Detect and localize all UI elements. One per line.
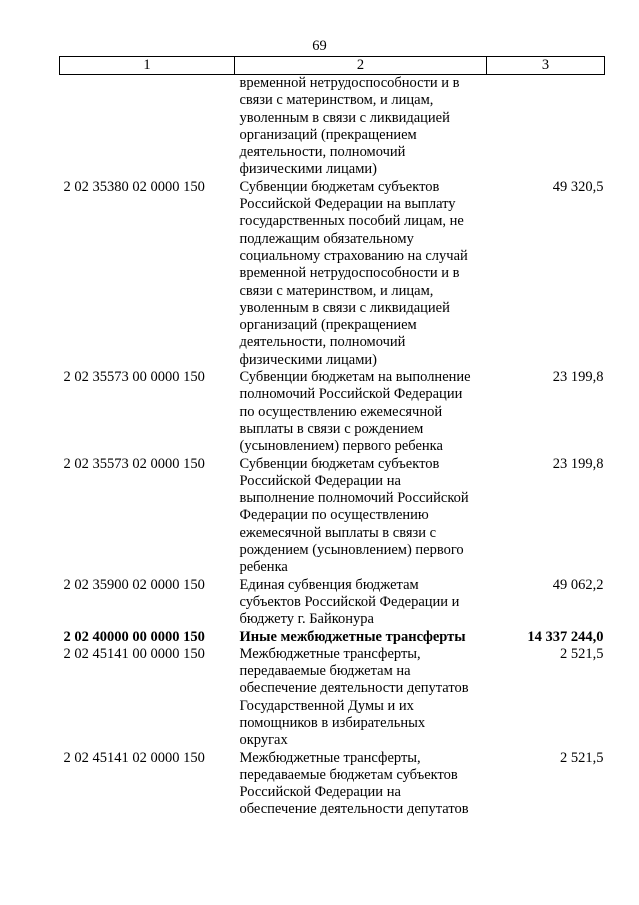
amount-cell: [487, 75, 605, 179]
description-line: Межбюджетные трансферты,: [239, 645, 421, 662]
description-line: временной нетрудоспособности и в: [239, 75, 460, 91]
description-line: передаваемые бюджетам на: [239, 663, 411, 680]
description-line: помощников в избирательных: [239, 714, 426, 731]
description-line: физическими лицами): [239, 351, 377, 368]
budget-code-cell: 2 02 35573 00 0000 150: [63, 369, 205, 386]
description-line: Субвенции бюджетам субъектов: [239, 455, 440, 472]
description-line: выполнение полномочий Российской: [239, 490, 469, 507]
header-row: [60, 57, 605, 75]
table-row: [60, 456, 605, 577]
description-cell: [235, 629, 487, 646]
description-line: связи с материнством, и лицам,: [239, 282, 434, 299]
description-line: обеспечение деятельности депутатов: [239, 801, 469, 818]
budget-code-cell: 2 02 35380 02 0000 150: [63, 178, 205, 195]
description-line: деятельности, полномочий: [239, 144, 406, 161]
description-line: Российской Федерации на: [239, 784, 401, 801]
description-line: связи с материнством, и лицам,: [239, 92, 434, 109]
description-line: Федерации по осуществлению: [239, 507, 429, 524]
description-line: Субвенции бюджетам на выполнение: [239, 369, 471, 386]
amount-cell: 49 062,2: [552, 576, 604, 593]
table-row: [60, 750, 605, 819]
table-header: [60, 57, 605, 75]
description-line: по осуществлению ежемесячной: [239, 403, 443, 420]
description-line: физическими лицами): [239, 161, 377, 178]
description-cell: [235, 646, 487, 750]
description-line: округах: [239, 732, 288, 749]
table-row: [60, 629, 605, 646]
description-line: подлежащим обязательному: [239, 230, 414, 247]
budget-code-cell: 2 02 45141 00 0000 150: [63, 645, 205, 662]
description-line: (усыновлением) первого ребенка: [239, 438, 443, 455]
table-row: [60, 369, 605, 455]
description-line: ребенка: [239, 559, 288, 576]
description-line: уволенным в связи с ликвидацией: [239, 109, 450, 126]
amount-cell: 23 199,8: [552, 455, 604, 472]
description-line: Субвенции бюджетам субъектов: [239, 178, 440, 195]
description-line: субъектов Российской Федерации и: [239, 593, 460, 610]
description-line: обеспечение деятельности депутатов: [239, 680, 469, 697]
description-line: Иные межбюджетные трансферты: [239, 628, 466, 645]
budget-table: [59, 56, 605, 819]
table-row: [60, 577, 605, 629]
description-line: социальному страхованию на случай: [239, 247, 468, 264]
budget-code-cell: 2 02 35573 02 0000 150: [63, 455, 205, 472]
header-col-2: 2: [235, 57, 487, 75]
amount-cell: 2 521,5: [560, 749, 604, 766]
description-line: Российской Федерации на выплату: [239, 196, 456, 213]
amount-cell: 14 337 244,0: [527, 628, 604, 645]
header-col-3: 3: [487, 57, 605, 75]
description-line: выплаты в связи с рождением: [239, 420, 424, 437]
description-line: бюджету г. Байконура: [239, 611, 374, 628]
description-cell: [235, 750, 487, 819]
amount-cell: 49 320,5: [552, 178, 604, 195]
description-line: рождением (усыновлением) первого: [239, 542, 464, 559]
description-line: государственных пособий лицам, не: [239, 213, 464, 230]
description-cell: [235, 456, 487, 577]
description-line: Государственной Думы и их: [239, 697, 414, 714]
description-cell: [235, 75, 487, 179]
budget-code-cell: [60, 75, 235, 179]
table-body: [60, 75, 605, 819]
description-line: временной нетрудоспособности и в: [239, 265, 460, 282]
description-cell: [235, 369, 487, 455]
description-line: организаций (прекращением: [239, 317, 417, 334]
table-row: [60, 75, 605, 179]
table-row: [60, 179, 605, 369]
page-number: 69: [312, 38, 327, 54]
description-line: Межбюджетные трансферты,: [239, 749, 421, 766]
description-line: передаваемые бюджетам субъектов: [239, 766, 458, 783]
description-line: Российской Федерации на: [239, 472, 401, 489]
amount-cell: 23 199,8: [552, 369, 604, 386]
description-line: деятельности, полномочий: [239, 334, 406, 351]
description-cell: [235, 577, 487, 629]
budget-code-cell: 2 02 35900 02 0000 150: [63, 576, 205, 593]
description-line: Единая субвенция бюджетам: [239, 576, 419, 593]
description-line: организаций (прекращением: [239, 126, 417, 143]
amount-cell: 2 521,5: [560, 645, 604, 662]
budget-code-cell: 2 02 40000 00 0000 150: [63, 628, 205, 645]
description-line: уволенным в связи с ликвидацией: [239, 299, 450, 316]
description-cell: [235, 179, 487, 369]
budget-code-cell: 2 02 45141 02 0000 150: [63, 749, 205, 766]
table-row: [60, 646, 605, 750]
description-line: ежемесячной выплаты в связи с: [239, 524, 437, 541]
description-line: полномочий Российской Федерации: [239, 386, 463, 403]
header-col-1: 1: [60, 57, 235, 75]
